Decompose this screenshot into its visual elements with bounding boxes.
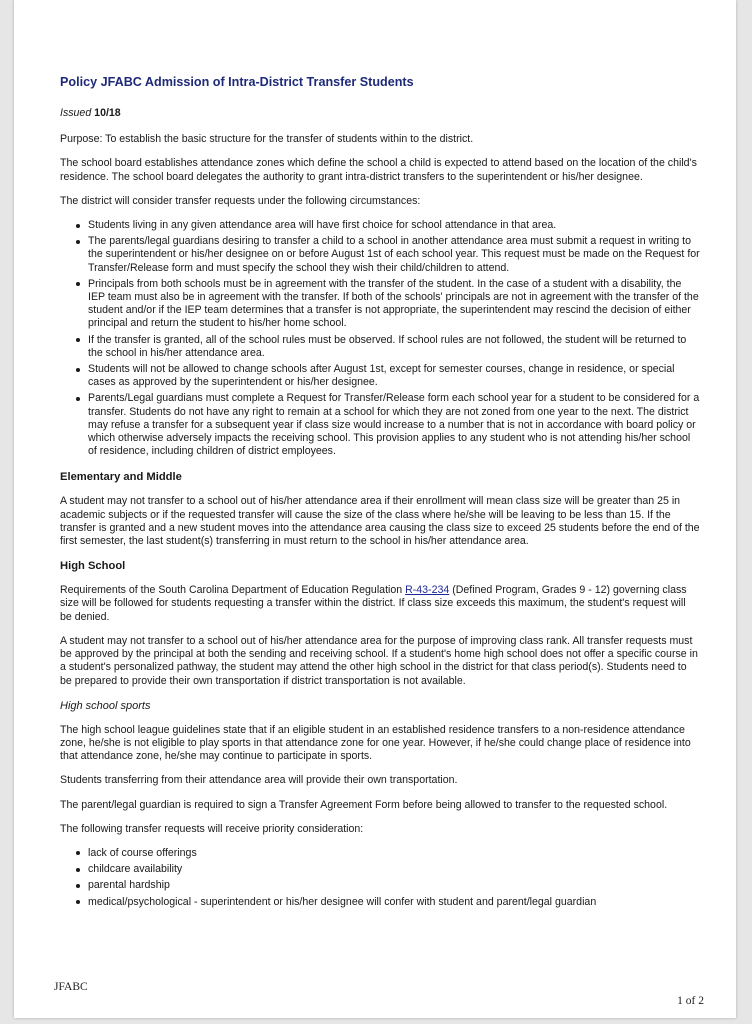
issued-date: 10/18 — [94, 107, 121, 119]
list-item: childcare availability — [88, 863, 700, 876]
priority-list — [60, 847, 700, 909]
purpose-paragraph: Purpose: To establish the basic structure for the transfer of students within to the district. — [60, 133, 474, 146]
elementary-middle-heading: Elementary and Middle — [60, 471, 182, 484]
regulation-link[interactable]: R-43-234 — [405, 584, 450, 597]
requirements-text-after: (Defined Program, Grades 9 - 12) governing class size will be followed for students requesting a transfer within the district. If class size exceeds this maximum, the student's request will be denied. — [60, 584, 687, 623]
document-body — [60, 74, 700, 921]
high-school-requirements — [60, 584, 700, 624]
transportation-paragraph: Students transferring from their attendance area will provide their own transportation. — [60, 774, 458, 787]
elementary-middle-paragraph: A student may not transfer to a school out of his/her attendance area if their enrollment will mean class size will be greater than 25 in academic subjects or if the requested transfer will cause the size of the class where he/she will be leaving to be less than 15. If the transfer is granted and a new student moves into the attendance area causing the class size to exceed 25 students before the end of the first semester, the last student(s) transferring in must return to the school in his/her attendance area. — [60, 495, 700, 548]
priority-intro: The following transfer requests will receive priority consideration: — [60, 822, 364, 835]
footer-policy-code: JFABC — [54, 981, 88, 993]
list-item: Students living in any given attendance area will have first choice for school attendance in that area. — [88, 219, 700, 232]
list-item: The parents/legal guardians desiring to transfer a child to a school in another attendance area must submit a request in writing to the superintendent or his/her designee on or before August 1st of each school year. This request must be made on the Request for Transfer/Release form and must specify the school they wish their child/children to attend. — [88, 235, 700, 274]
requirements-text-before: Requirements of the South Carolina Department of Education Regulation — [60, 584, 406, 597]
circumstances-intro: The district will consider transfer requests under the following circumstances: — [60, 194, 421, 207]
list-item: lack of course offerings — [88, 847, 700, 860]
page-title: Policy JFABC Admission of Intra-District Transfer Students — [60, 75, 414, 89]
high-school-sports-heading: High school sports — [60, 699, 151, 712]
list-item: If the transfer is granted, all of the school rules must be observed. If school rules are not followed, the student will be returned to the school in his/her attendance area. — [88, 334, 700, 360]
page-number: 1 of 2 — [677, 995, 704, 1007]
agreement-paragraph: The parent/legal guardian is required to sign a Transfer Agreement Form before being allowed to transfer to the requested school. — [60, 798, 668, 811]
high-school-heading: High School — [60, 560, 126, 573]
sports-paragraph: The high school league guidelines state that if an eligible student in an established residence transfers to a non-residence attendance zone, he/she is not eligible to play sports in that attendance zone for one year. However, if he/she could change place of residence into that attendance zone, he/she may continue to participate in sports. — [60, 723, 691, 763]
circumstances-list — [60, 219, 700, 458]
list-item: parental hardship — [88, 879, 700, 892]
list-item: medical/psychological - superintendent or his/her designee will confer with student and parent/legal guardian — [88, 896, 700, 909]
document-page — [14, 0, 736, 1018]
list-item: Principals from both schools must be in agreement with the transfer of the student. In the case of a student with a disability, the IEP team must also be in agreement with the transfer. If both of the schools' principals are not in agreement with the transfer of the student and/or if the IEP team determines that a transfer is not appropriate, the superintendent may rescind the decision of either principal and return the student to his/her home school. — [88, 277, 699, 330]
issued-label: Issued — [60, 107, 92, 119]
list-item: Students will not be allowed to change schools after August 1st, except for semester courses, change in residence, or special cases as approved by the superintendent or his/her designee. — [88, 363, 700, 389]
class-rank-paragraph: A student may not transfer to a school out of his/her attendance area for the purpose of improving class rank. All transfer requests must be approved by the principal at both the sending and receiving school. If a student's home high school does not offer a specific course in a student's personalized pathway, the student may attend the other high school in the district for that class period(s). Students need to be prepared to provide their own transportation if district transportation is not available. — [60, 634, 698, 687]
issued-line — [60, 107, 700, 120]
zones-paragraph: The school board establishes attendance zones which define the school a child is expected to attend based on the location of the child's residence. The school board delegates the authority to grant intra-district transfers to the superintendent or his/her designee. — [60, 157, 697, 183]
list-item: Parents/Legal guardians must complete a Request for Transfer/Release form each school year for a student to be considered for a transfer. Students do not have any right to remain at a school for which they are not zoned from one year to the next. The district may refuse a transfer for a subsequent year if class size would increase to a number that is not in accordance with board policy or which otherwise adversely impacts the receiving school. This provision applies to any student who is not attending his/her school of residence, including children of district employees. — [88, 392, 700, 458]
